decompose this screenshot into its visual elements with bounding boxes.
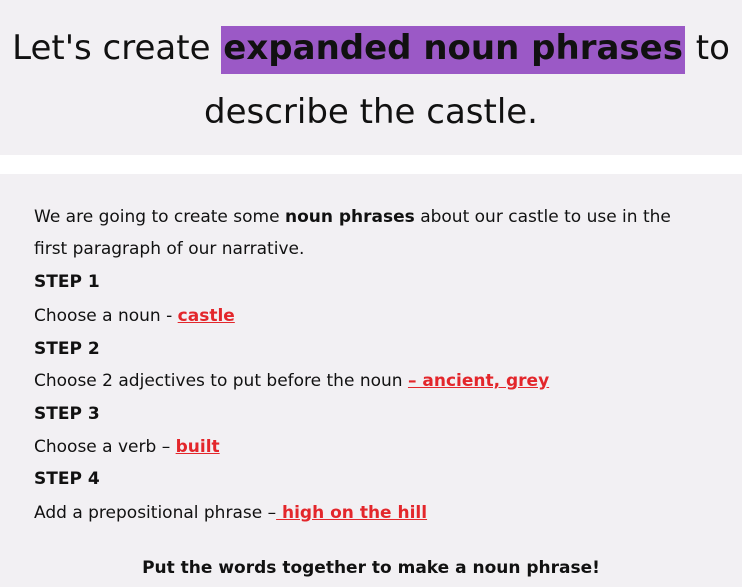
step-3-text: Choose a verb – xyxy=(34,437,176,457)
page-title-line-2: describe the castle. xyxy=(204,92,538,132)
step-3-instruction xyxy=(34,436,220,458)
step-1-label: STEP 1 xyxy=(34,272,100,292)
step-2-instruction xyxy=(34,370,549,392)
title-suffix: to xyxy=(684,28,730,68)
step-1-instruction xyxy=(34,305,235,327)
title-prefix: Let's create xyxy=(12,28,222,68)
step-4-text: Add a prepositional phrase – xyxy=(34,503,277,523)
title-panel xyxy=(0,0,742,155)
intro-text-end: about our castle to use in the xyxy=(414,207,671,227)
intro-text: We are going to create some xyxy=(34,207,285,227)
step-4-answer: high on the hill xyxy=(276,503,428,523)
step-1-answer: castle xyxy=(177,306,235,326)
step-4-instruction xyxy=(34,502,427,524)
page-title-line-1 xyxy=(0,28,742,68)
step-3-answer: built xyxy=(175,437,220,457)
intro-line-2: first paragraph of our narrative. xyxy=(34,239,305,259)
step-2-answer: – ancient, grey xyxy=(407,371,550,391)
title-highlight: expanded noun phrases xyxy=(221,26,685,74)
closing-instruction: Put the words together to make a noun phrase! xyxy=(142,558,600,578)
step-2-text: Choose 2 adjectives to put before the noun xyxy=(34,371,408,391)
step-3-label: STEP 3 xyxy=(34,404,100,424)
intro-line-1 xyxy=(34,206,671,228)
intro-bold-term: noun phrases xyxy=(284,207,415,227)
step-1-text: Choose a noun - xyxy=(34,306,178,326)
step-4-label: STEP 4 xyxy=(34,469,100,489)
step-2-label: STEP 2 xyxy=(34,339,100,359)
